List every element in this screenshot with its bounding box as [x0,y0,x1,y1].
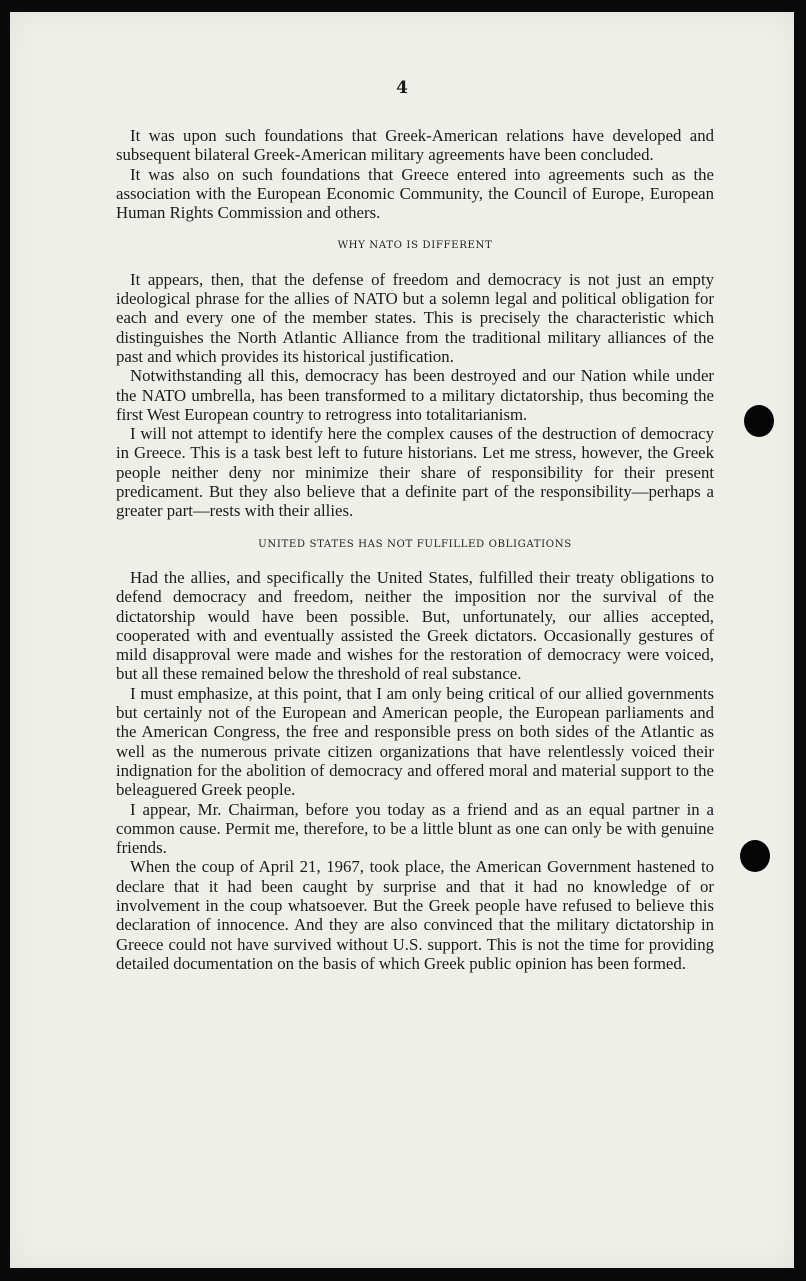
paragraph: I appear, Mr. Chairman, before you today as a friend and as an equal partner in a common cause. Permit me, therefore, to be a little blunt as one can only be with genuine friends. [116,799,714,858]
paragraph: It was also on such foundations that Greece entered into agreements such as the association with the European Economic Community, the Council of Europe, European Human Rights Commission and others. [116,164,714,223]
paragraph: It appears, then, that the defense of freedom and democracy is not just an empty ideological phrase for the allies of NATO but a solemn legal and political obligation for each and every one of the member states. This is precisely the characteristic which distinguishes the North Atlantic Alliance from the traditional military alliances of the past and which provides its historical justification. [116,269,714,366]
section-heading-united-states: UNITED STATES HAS NOT FULFILLED OBLIGATIONS [258,538,572,550]
paragraph: I must emphasize, at this point, that I am only being critical of our allied governments but certainly not of the European and American people, the European parliaments and the American Congress, the free and responsible press on both sides of the Atlantic as well as the numerous private citizen organizations that have relentlessly voiced their indignation for the abolition of democracy and offered moral and material support to the beleaguered Greek people. [116,683,714,800]
paragraph: Notwithstanding all this, democracy has been destroyed and our Nation while under the NATO umbrella, has been transformed to a military dictatorship, thus becoming the first West European country to retrogress into totalitarianism. [116,366,714,424]
paragraph: I will not attempt to identify here the complex causes of the destruction of democracy in Greece. This is a task best left to future historians. Let me stress, however, the Greek people neither deny nor minimize their share of responsibility for their present predicament. But they also believe that a definite part of the responsibility—perhaps a greater part—rests with their allies. [116,424,714,521]
paragraph: When the coup of April 21, 1967, took place, the American Government hastened to declare that it had been caught by surprise and that it had no knowledge of or involvement in the coup whatsoever. But the Greek people have refused to believe this declaration of innocence. And they are also convinced that the military dictatorship in Greece could not have survived without U.S. support. This is not the time for providing detailed documentation on the basis of which Greek public opinion has been formed. [116,857,714,973]
document-page [10,12,794,1268]
punch-hole [740,840,770,872]
punch-hole [744,405,774,437]
section-heading-why-nato: WHY NATO IS DIFFERENT [337,240,493,252]
page-number: 4 [396,78,408,98]
paragraph: It was upon such foundations that Greek-American relations have developed and subsequent bilateral Greek-American military agreements have been concluded. [116,126,714,165]
paragraph: Had the allies, and specifically the United States, fulfilled their treaty obligations to defend democracy and freedom, neither the imposition nor the survival of the dictatorship would have been possible. But, unfortunately, our allies accepted, cooperated with and eventually assisted the Greek dictators. Occasionally gestures of mild disapproval were made and wishes for the restoration of democracy were voiced, but all these remained below the threshold of real substance. [116,567,714,684]
body-text [116,126,714,973]
